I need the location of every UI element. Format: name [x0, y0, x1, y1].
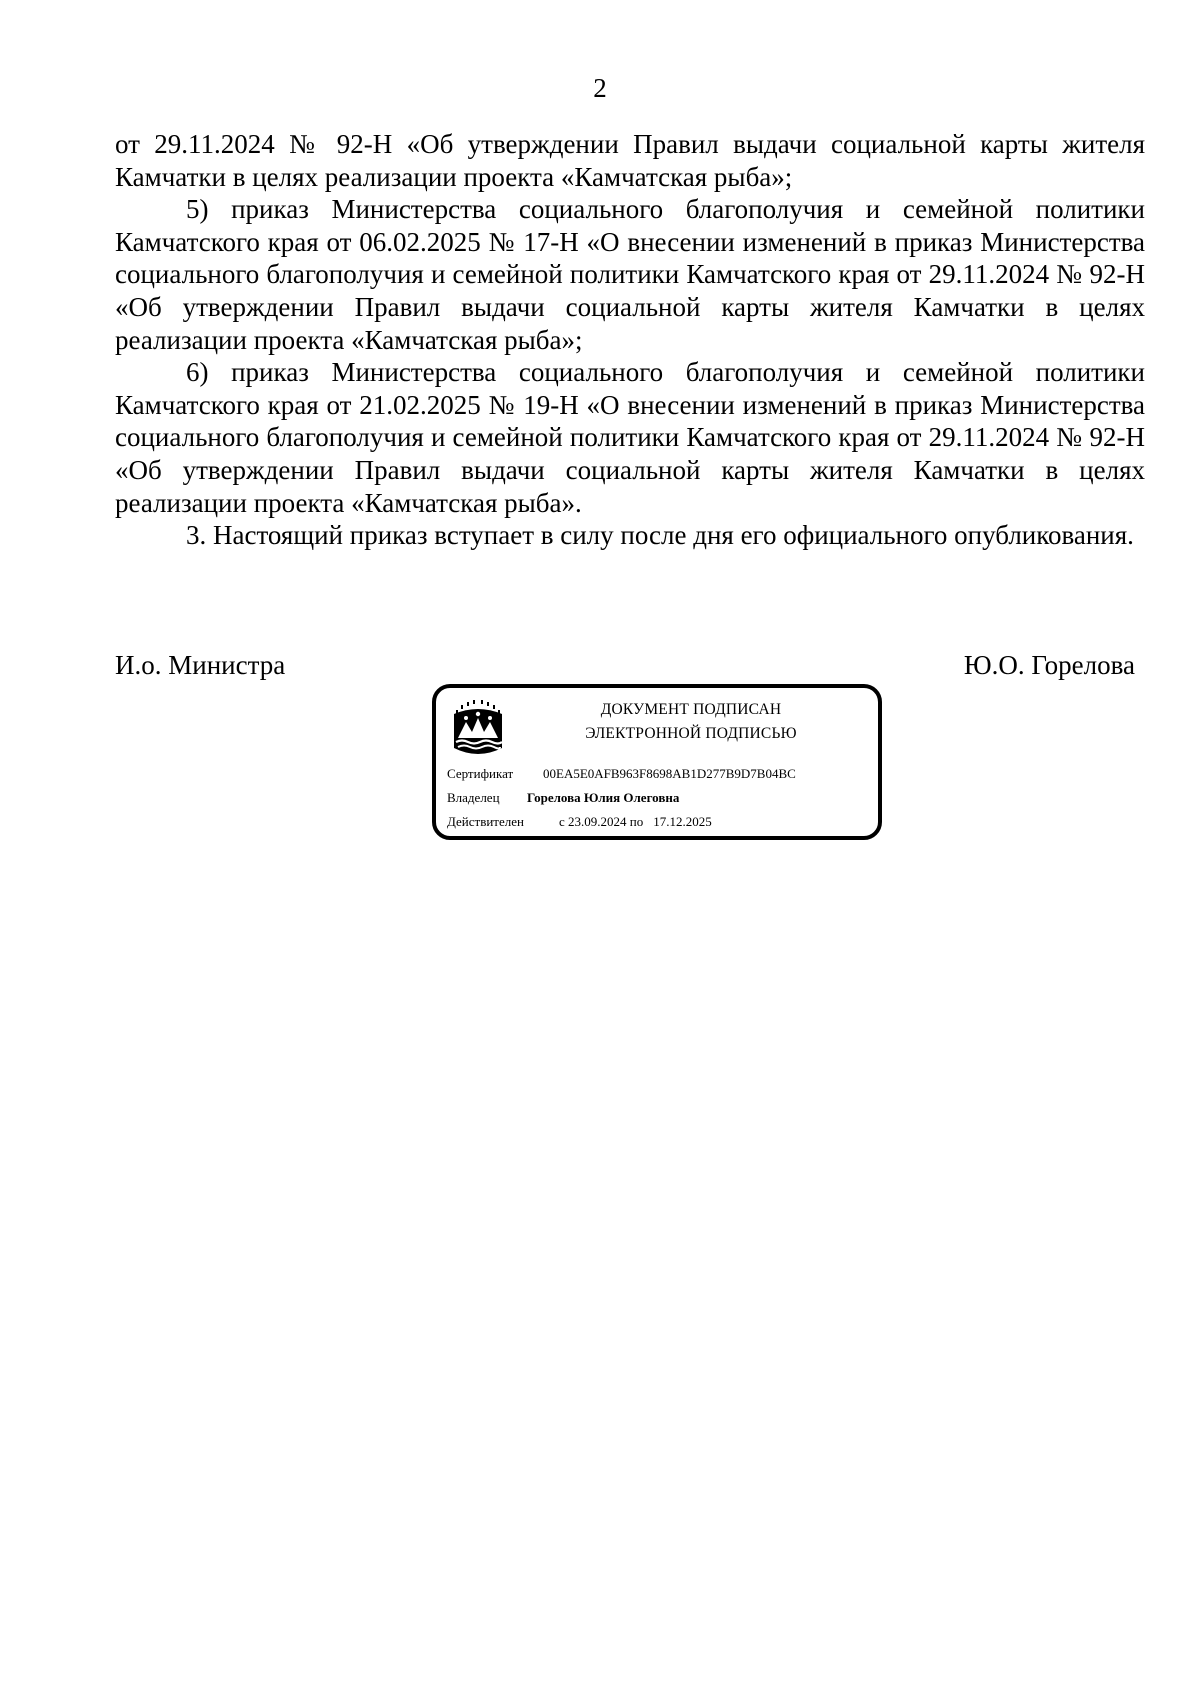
stamp-certificate-label: Сертификат — [447, 766, 514, 781]
signer-title: И.о. Министра — [115, 650, 286, 680]
stamp-validity-row — [447, 814, 712, 830]
stamp-valid-label: Действителен — [447, 814, 524, 829]
stamp-heading-line1: ДОКУМЕНТ ПОДПИСАН — [600, 701, 782, 718]
stamp-valid-to: 17.12.2025 — [653, 814, 712, 829]
paragraph-continuation: от 29.11.2024 № 92-Н «Об утверждении Правил выдачи социальной карты жителя Камчатки в целях реализации проекта «Камчатская рыба»; — [115, 129, 1145, 192]
paragraph-item-3-effective-date: 3. Настоящий приказ вступает в силу после дня его официального опубликования. — [186, 520, 1134, 551]
stamp-certificate-row — [447, 766, 796, 782]
document-body — [115, 128, 1145, 552]
stamp-valid-from: с 23.09.2024 по — [559, 814, 644, 829]
electronic-signature-stamp — [432, 684, 882, 840]
signer-name: Ю.О. Горелова — [963, 650, 1135, 680]
stamp-owner-row — [447, 790, 679, 806]
stamp-owner-value: Горелова Юлия Олеговна — [527, 790, 680, 805]
paragraph-item-5: 5) приказ Министерства социального благополучия и семейной политики Камчатского края от 06.02.2025 № 17-Н «О внесении изменений в приказ Министерства социального благополучия и семейной политики Камчатского края от 29.11.2024 № 92-Н «Об утверждении Правил выдачи социальной карты жителя Камчатки в целях реализации проекта «Камчатская рыба»; — [115, 194, 1145, 355]
stamp-owner-label: Владелец — [447, 790, 500, 805]
page-number: 2 — [593, 73, 607, 103]
stamp-heading-line2: ЭЛЕКТРОННОЙ ПОДПИСЬЮ — [585, 725, 797, 742]
kamchatka-coat-of-arms-icon — [450, 698, 506, 762]
paragraph-item-6: 6) приказ Министерства социального благополучия и семейной политики Камчатского края от 21.02.2025 № 19-Н «О внесении изменений в приказ Министерства социального благополучия и семейной политики Камчатского края от 29.11.2024 № 92-Н «Об утверждении Правил выдачи социальной карты жителя Камчатки в целях реализации проекта «Камчатская рыба». — [115, 357, 1145, 518]
stamp-certificate-value: 00EA5E0AFB963F8698AB1D277B9D7B04BC — [543, 766, 796, 781]
